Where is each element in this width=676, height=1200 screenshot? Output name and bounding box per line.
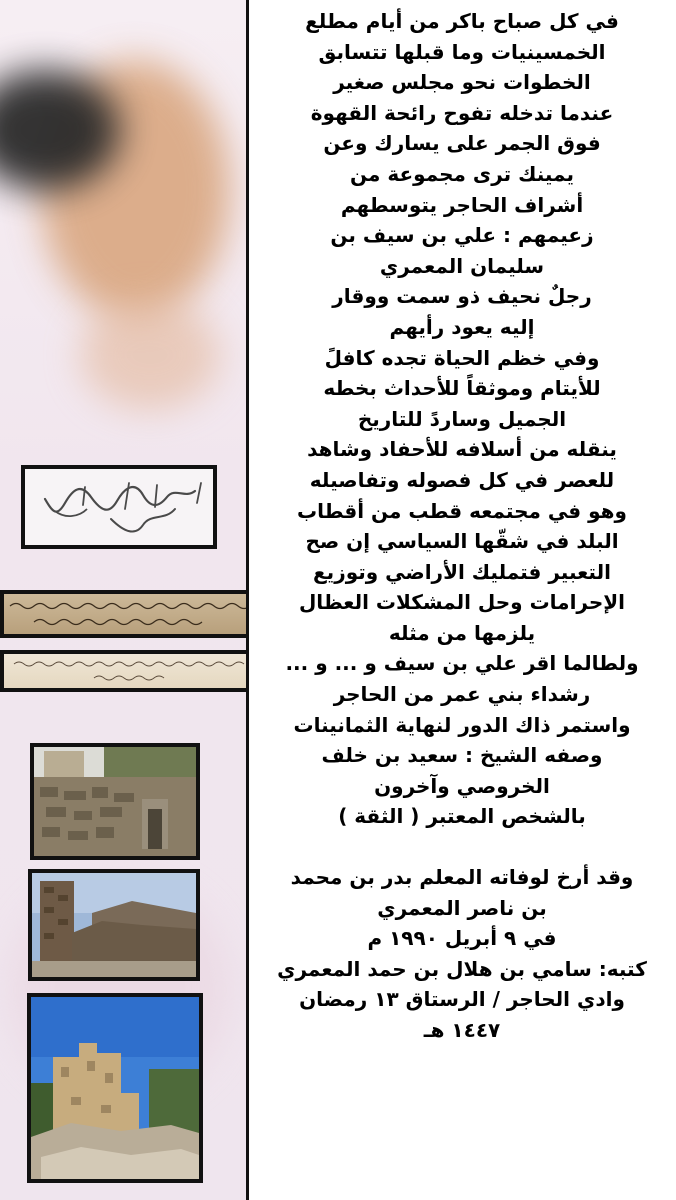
text-line: رشداء بني عمر من الحاجر [333,682,591,707]
hijri-date-line: ١٤٤٧ هـ [423,1018,501,1042]
fort-ruins-illustration [31,997,199,1179]
text-line: في كل صباح باكر من أيام مطلع [305,9,619,33]
text-line: واستمر ذاك الدور لنهاية الثمانينات [293,712,631,737]
closing-line: وقد أرخ لوفاته المعلم بدر بن محمد [290,865,634,890]
article-text [252,6,672,1196]
signature-drawing [25,469,213,545]
document-handwriting-1 [4,594,247,634]
location-line: وادي الحاجر / الرستاق ١٣ رمضان [299,987,625,1012]
text-line: يمينك ترى مجموعة من [350,161,574,186]
text-line: فوق الجمر على يسارك وعن [323,131,601,156]
text-line: البلد في شقّها السياسي إن صح [305,529,619,554]
text-line: الإحرامات وحل المشكلات العظال [298,590,626,615]
text-line: أشراف الحاجر يتوسطهم [340,192,584,217]
text-line: الخمسينيات وما قبلها تتسابق [318,39,606,64]
author-line: كتبه: سامي بن هلال بن حمد المعمري [277,956,647,981]
text-line: بالشخص المعتبر ( الثقة ) [338,804,586,829]
photo-fort-ruins [27,993,203,1183]
text-line: للأيتام وموثقاً للأحداث بخطه [323,376,601,401]
stone-tower-illustration [32,873,196,977]
signature-image [21,465,217,549]
blurred-portrait-lower [80,300,220,410]
text-line: وهو في مجتمعه قطب من أقطاب [297,498,627,523]
text-line: للعصر في كل فصوله وتفاصيله [309,467,615,492]
closing-line: بن ناصر المعمري [377,895,547,920]
text-line: عندما تدخله تفوح رائحة القهوة [310,100,614,125]
stone-ruins-illustration [34,747,196,856]
text-line: زعيمهم : علي بن سيف بن [330,223,594,248]
text-line: الخروصي وآخرون [374,773,550,798]
text-line: التعبير فتمليك الأراضي وتوزيع [313,559,611,584]
text-line: ينقله من أسلافه للأحفاد وشاهد [307,437,617,462]
text-line: وفي خظم الحياة تجده كافلً [324,345,600,370]
text-line: الجميل وساردً للتاريخ [357,406,567,431]
document-strip-1 [0,590,247,638]
text-line: إليه يعود رأيهم [389,314,535,339]
photo-stone-tower [28,869,200,981]
text-line: وصفه الشيخ : سعيد بن خلف [321,743,603,768]
document-handwriting-2 [4,654,247,688]
closing-line: في ٩ أبريل ١٩٩٠ م [367,926,557,951]
text-line: الخطوات نحو مجلس صغير [333,70,591,95]
text-line: ولطالما اقر علي بن سيف و ... و ... [285,651,639,676]
text-line: يلزمها من مثله [388,620,536,645]
paragraph-spacer [252,832,672,862]
left-image-panel [0,0,247,1200]
text-line: رجلٌ نحيف ذو سمت ووقار [332,284,592,309]
text-line: سليمان المعمري [379,253,545,278]
document-strip-2 [0,650,247,692]
photo-stone-ruins [30,743,200,860]
vertical-divider [246,0,249,1200]
